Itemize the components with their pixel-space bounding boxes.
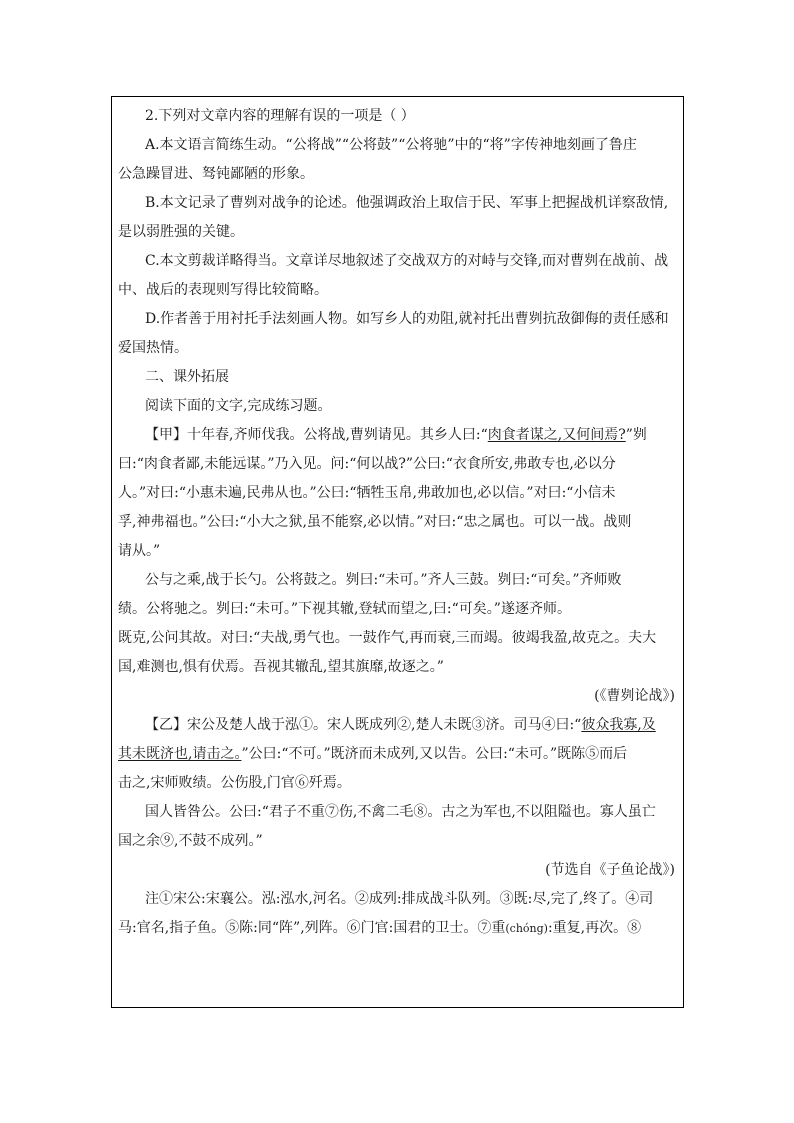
yi-p2-line-2: 国之余⑨,不鼓不成列。” xyxy=(118,833,263,849)
jia-p1-line-1 xyxy=(145,421,675,450)
notes-l2-post: :重复,再次。⑧ xyxy=(547,920,642,936)
option-b-line-1: B.本文记录了曹刿对战争的论述。他强调政治上取信于民、军事上把握战机详察敌情, xyxy=(145,195,669,211)
jia-p1-line-5: 请从。” xyxy=(118,543,161,559)
yi-p1-line-1 xyxy=(145,711,675,740)
jia-p2-line-2: 绩。公将驰之。刿曰:“未可。”下视其辙,登轼而望之,曰:“可矣。”遂逐齐师。 xyxy=(118,601,571,617)
section-heading: 二、课外拓展 xyxy=(145,369,229,385)
jia-p3-line-2: 国,难测也,惧有伏焉。吾视其辙乱,望其旗靡,故逐之。” xyxy=(118,659,444,675)
jia-p3-line-1: 既克,公问其故。对曰:“夫战,勇气也。一鼓作气,再而衰,三而竭。彼竭我盈,故克之。夫大 xyxy=(118,630,657,646)
yi-underlined-sentence-part-2: 其未既济也,请击之。 xyxy=(118,746,242,762)
notes-pinyin: (chóng) xyxy=(505,922,548,935)
yi-p1-l2-post: ”公曰:“不可。”既济而未成列,又以告。公曰:“未可。”既陈⑤而后 xyxy=(241,746,628,762)
notes-l2-pre: 马:官名,指子鱼。⑤陈:同“阵”,列阵。⑥门官:国君的卫士。⑦重 xyxy=(118,920,506,936)
option-d-line-1: D.作者善于用衬托手法刻画人物。如写乡人的劝阻,就衬托出曹刿抗敌御侮的责任感和 xyxy=(145,311,669,327)
section-instruction: 阅读下面的文字,完成练习题。 xyxy=(145,398,332,414)
option-d-line-2: 爱国热情。 xyxy=(118,340,188,356)
jia-p1-line-2: 曰:“肉食者鄙,未能远谋。”乃入见。问:“何以战?”公曰:“衣食所安,弗敢专也,必以分 xyxy=(118,456,616,472)
jia-p2-line-1: 公与之乘,战于长勺。公将鼓之。刿曰:“未可。”齐人三鼓。刿曰:“可矣。”齐师败 xyxy=(145,572,622,588)
yi-source: (节选自《子鱼论战》) xyxy=(545,862,675,878)
yi-p1-line-2 xyxy=(118,740,675,769)
option-b-line-2: 是以弱胜强的关键。 xyxy=(118,224,244,240)
yi-p1-line-3: 击之,宋师败绩。公伤股,门官⑥歼焉。 xyxy=(118,775,351,791)
notes-line-2 xyxy=(118,914,675,943)
jia-source: (《曹刿论战》) xyxy=(594,688,675,704)
jia-underlined-sentence: 肉食者谋之,又何间焉? xyxy=(487,427,626,443)
yi-p2-line-1: 国人皆咎公。公曰:“君子不重⑦伤,不禽二毛⑧。古之为军也,不以阻隘也。寡人虽亡 xyxy=(145,804,656,820)
jia-p1-line-4: 孚,神弗福也。”公曰:“小大之狱,虽不能察,必以情。”对曰:“忠之属也。可以一战。战则 xyxy=(118,514,632,530)
yi-p1-l1-pre: 【乙】宋公及楚人战于泓①。宋人既成列②,楚人未既③济。司马④曰:“ xyxy=(145,717,582,733)
option-c-line-1: C.本文剪裁详略得当。文章详尽地叙述了交战双方的对峙与交锋,而对曹刿在战前、战 xyxy=(145,253,669,269)
question-2-stem: 2.下列对文章内容的理解有误的一项是（ ） xyxy=(145,108,415,124)
document-content xyxy=(118,102,675,943)
jia-p1-l1-post: ”刿 xyxy=(625,427,647,443)
notes-line-1: 注①宋公:宋襄公。泓:泓水,河名。②成列:排成战斗队列。③既:尽,完了,终了。④司 xyxy=(145,891,654,907)
jia-p1-line-3: 人。”对曰:“小惠未遍,民弗从也。”公曰:“牺牲玉帛,弗敢加也,必以信。”对曰:“小信未 xyxy=(118,485,616,501)
jia-p1-l1-pre: 【甲】十年春,齐师伐我。公将战,曹刿请见。其乡人曰:“ xyxy=(145,427,488,443)
option-a-line-2: 公急躁冒进、驽钝鄙陋的形象。 xyxy=(118,166,314,182)
option-c-line-2: 中、战后的表现则写得比较简略。 xyxy=(118,282,328,298)
yi-underlined-sentence-part-1: 彼众我寡,及 xyxy=(581,717,656,733)
option-a-line-1: A.本文语言简练生动。“公将战”“公将鼓”“公将驰”中的“将”字传神地刻画了鲁庄 xyxy=(145,137,637,153)
